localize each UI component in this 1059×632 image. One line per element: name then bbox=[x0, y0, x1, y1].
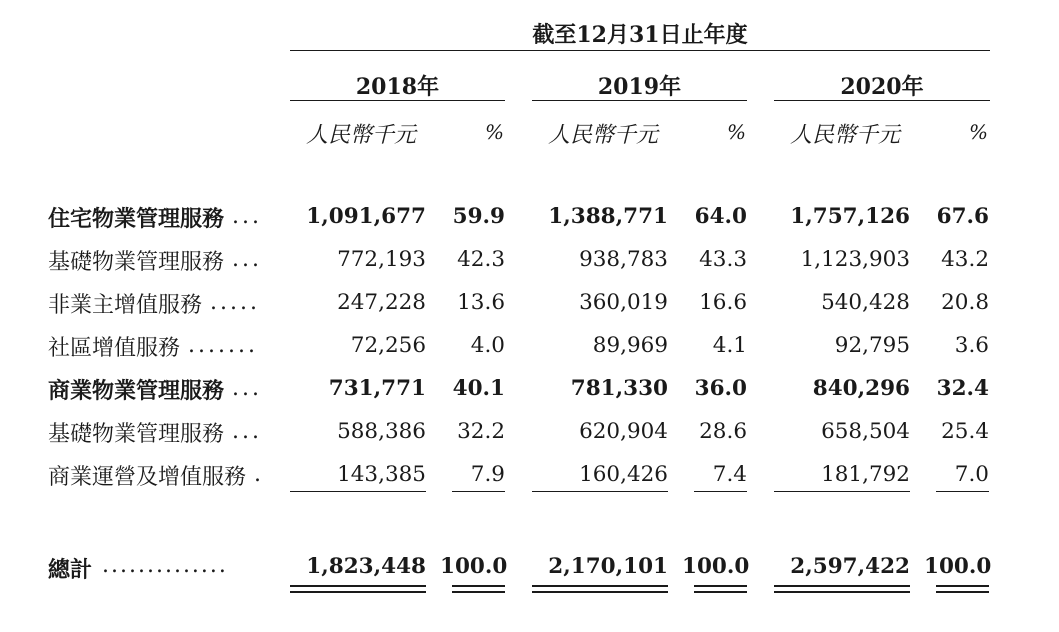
subtotal-rule-amount-2019 bbox=[532, 491, 668, 492]
amount-cell: 89,969 bbox=[592, 333, 668, 358]
year-2020: 2020年 bbox=[840, 74, 924, 100]
row-leader-dots: ....... bbox=[188, 333, 258, 358]
amount-cell: 1,091,677 bbox=[306, 204, 426, 229]
row-label: 商業運營及增值服務 bbox=[48, 465, 247, 490]
total-value: 100.0 bbox=[682, 554, 750, 579]
row-label: 非業主增值服務 bbox=[48, 293, 203, 318]
total-double-rule-pct-2018 bbox=[452, 585, 505, 593]
percent-cell: 4.1 bbox=[712, 333, 747, 358]
percent-cell: 16.6 bbox=[699, 290, 747, 315]
year-2018: 2018年 bbox=[355, 74, 440, 100]
year-2019: 2019年 bbox=[597, 74, 682, 100]
unit-header-2020: 人民幣千元 bbox=[790, 123, 901, 148]
percent-cell: 32.2 bbox=[457, 419, 505, 444]
percent-cell: 25.4 bbox=[941, 419, 989, 444]
percent-cell: 43.3 bbox=[699, 247, 747, 272]
subtotal-rule-amount-2020 bbox=[774, 491, 910, 492]
percent-cell: 43.2 bbox=[941, 247, 989, 272]
year-rule-2019 bbox=[532, 100, 747, 101]
amount-cell: 540,428 bbox=[821, 290, 910, 315]
amount-cell: 772,193 bbox=[337, 247, 426, 272]
amount-cell: 781,330 bbox=[570, 376, 668, 401]
amount-cell: 160,426 bbox=[579, 462, 668, 487]
percent-cell: 28.6 bbox=[699, 419, 747, 444]
row-label: 住宅物業管理服務 bbox=[48, 206, 225, 232]
row-leader-dots: ... bbox=[232, 419, 262, 444]
percent-cell: 7.0 bbox=[954, 462, 989, 487]
unit-header-2019: 人民幣千元 bbox=[548, 123, 659, 148]
percent-cell: 7.9 bbox=[470, 462, 505, 487]
amount-cell: 143,385 bbox=[337, 462, 426, 487]
total-double-rule-amount-2020 bbox=[774, 585, 910, 593]
row-label: 基礎物業管理服務 bbox=[48, 422, 225, 447]
amount-cell: 1,388,771 bbox=[548, 204, 668, 229]
row-label: 基礎物業管理服務 bbox=[48, 250, 225, 275]
total-double-rule-amount-2019 bbox=[532, 585, 668, 593]
amount-cell: 620,904 bbox=[579, 419, 668, 444]
year-rule-2018 bbox=[290, 100, 505, 101]
percent-cell: 13.6 bbox=[457, 290, 505, 315]
total-value: 2,597,422 bbox=[790, 554, 910, 579]
total-value: 1,823,448 bbox=[306, 554, 426, 579]
amount-cell: 72,256 bbox=[350, 333, 426, 358]
amount-cell: 731,771 bbox=[328, 376, 426, 401]
amount-cell: 1,757,126 bbox=[790, 204, 910, 229]
percent-cell: 67.6 bbox=[936, 204, 989, 229]
row-label: 商業物業管理服務 bbox=[48, 378, 225, 404]
total-dots: .............. bbox=[102, 553, 228, 578]
percent-cell: 20.8 bbox=[941, 290, 989, 315]
percent-cell: 40.1 bbox=[452, 376, 505, 401]
amount-cell: 588,386 bbox=[337, 419, 426, 444]
amount-cell: 658,504 bbox=[821, 419, 910, 444]
period-title: 截至12月31日止年度 bbox=[532, 22, 748, 48]
amount-cell: 360,019 bbox=[579, 290, 668, 315]
subtotal-rule-amount-2018 bbox=[290, 491, 426, 492]
row-leader-dots: ... bbox=[232, 247, 262, 272]
subtotal-rule-pct-2020 bbox=[936, 491, 989, 492]
total-double-rule-pct-2020 bbox=[936, 585, 989, 593]
pct-header-2019: % bbox=[727, 120, 747, 144]
percent-cell: 36.0 bbox=[694, 376, 747, 401]
total-double-rule-pct-2019 bbox=[694, 585, 747, 593]
amount-cell: 840,296 bbox=[812, 376, 910, 401]
row-leader-dots: ..... bbox=[210, 290, 260, 315]
amount-cell: 1,123,903 bbox=[800, 247, 910, 272]
row-leader-dots: ... bbox=[232, 204, 262, 229]
amount-cell: 92,795 bbox=[834, 333, 910, 358]
total-double-rule-amount-2018 bbox=[290, 585, 426, 593]
subtotal-rule-pct-2019 bbox=[694, 491, 747, 492]
total-value: 100.0 bbox=[924, 554, 992, 579]
amount-cell: 247,228 bbox=[337, 290, 426, 315]
subtotal-rule-pct-2018 bbox=[452, 491, 505, 492]
percent-cell: 59.9 bbox=[452, 204, 505, 229]
percent-cell: 7.4 bbox=[712, 462, 747, 487]
row-leader-dots: . bbox=[254, 462, 264, 487]
percent-cell: 64.0 bbox=[694, 204, 747, 229]
pct-header-2018: % bbox=[485, 120, 505, 144]
unit-header-2018: 人民幣千元 bbox=[306, 123, 417, 148]
total-value: 2,170,101 bbox=[548, 554, 668, 579]
amount-cell: 938,783 bbox=[579, 247, 668, 272]
total-value: 100.0 bbox=[440, 554, 508, 579]
header-rule bbox=[290, 50, 990, 51]
percent-cell: 3.6 bbox=[954, 333, 989, 358]
pct-header-2020: % bbox=[969, 120, 989, 144]
percent-cell: 42.3 bbox=[457, 247, 505, 272]
row-leader-dots: ... bbox=[232, 376, 262, 401]
total-label: 總計 bbox=[48, 557, 93, 583]
amount-cell: 181,792 bbox=[821, 462, 910, 487]
percent-cell: 4.0 bbox=[470, 333, 505, 358]
percent-cell: 32.4 bbox=[936, 376, 989, 401]
year-rule-2020 bbox=[774, 100, 990, 101]
row-label: 社區增值服務 bbox=[48, 336, 181, 361]
